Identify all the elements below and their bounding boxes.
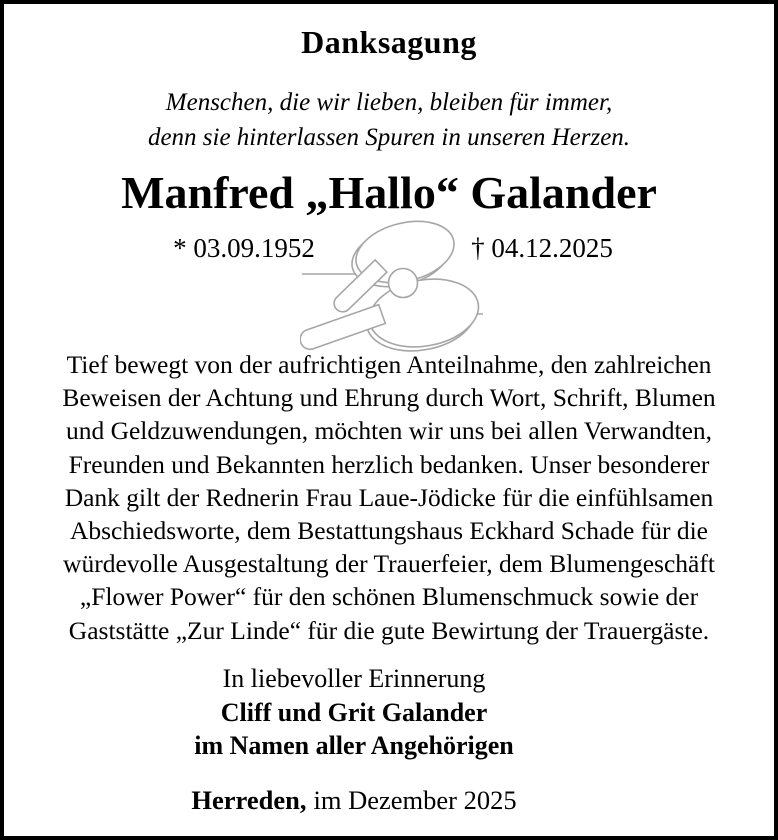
body-line: „Flower Power“ für den schönen Blumenschmuck sowie der [79,582,699,612]
body-line: und Geldzuwendungen, möchten wir uns bei allen Verwandten, [65,416,713,446]
birth-date: * 03.09.1952 [173,233,315,263]
date-text: im Dezember 2025 [313,785,517,815]
place-name: Herreden, [191,785,307,815]
body-line: Beweisen der Achtung und Ehrung durch Wort, Schrift, Blumen [62,383,716,413]
body-line: würdevolle Ausgestaltung der Trauerfeier, dem Blumengeschäft [63,549,715,579]
mourners-names: Cliff und Grit Galander [220,697,488,727]
body-line: Freunden und Bekannten herzlich bedanken. Unser besonderer [68,449,710,479]
closing-sentiment: In liebevoller Erinnerung [222,664,486,693]
deceased-name: Manfred „Hallo“ Galander [121,167,657,218]
body-line: Tief bewegt von der aufrichtigen Anteilnahme, den zahlreichen [66,350,712,379]
quote-line-2: denn sie hinterlassen Spuren in unseren Herzen. [147,124,631,151]
on-behalf-line: im Namen aller Angehörigen [194,731,514,760]
table-tennis-paddles-icon [300,216,500,361]
body-line: Abschiedsworte, dem Bestattungshaus Eckhard Schade für die [69,516,709,546]
body-line: Gaststätte „Zur Linde“ für die gute Bewirtung der Trauergäste. [68,615,710,645]
quote-line-1: Menschen, die wir lieben, bleiben für immer, [165,89,613,116]
notice-title: Danksagung [301,24,477,60]
thank-you-text [4,348,774,647]
death-date: † 04.12.2025 [471,233,613,263]
closing-block [4,662,704,763]
body-line: Dank gilt der Rednerin Frau Laue-Jödicke für die einfühlsamen [64,482,714,512]
memorial-quote [4,85,774,155]
place-date-line [4,785,704,816]
